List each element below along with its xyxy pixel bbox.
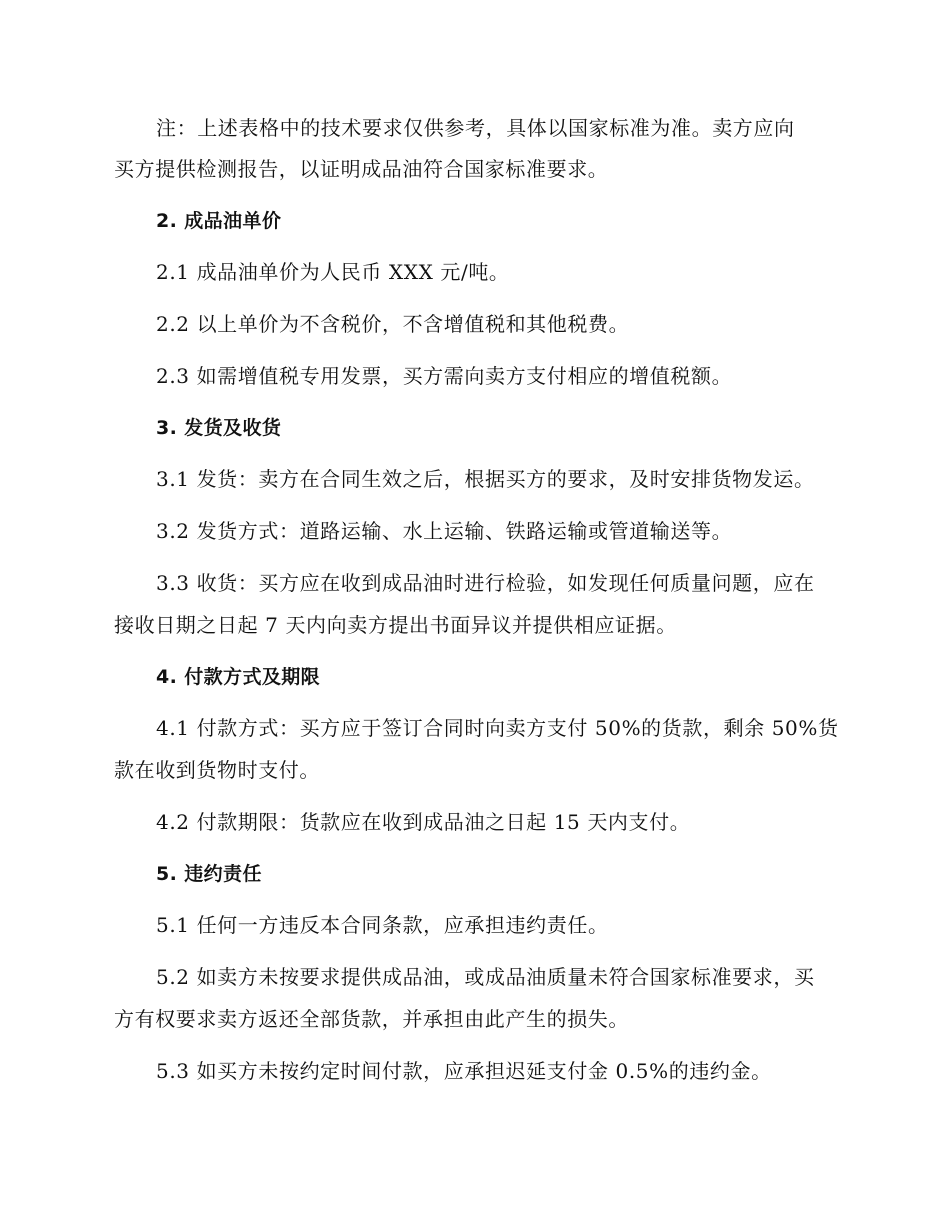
section-payment-heading: 4. 付款方式及期限 <box>156 666 321 688</box>
price-item-2: 2.2 以上单价为不含税价，不含增值税和其他税费。 <box>156 312 630 336</box>
delivery-item-3-line-2: 接收日期之日起 7 天内向卖方提出书面异议并提供相应证据。 <box>114 613 677 637</box>
note-line-1: 注：上述表格中的技术要求仅供参考，具体以国家标准为准。卖方应向 <box>156 116 795 140</box>
payment-item-2: 4.2 付款期限：货款应在收到成品油之日起 15 天内支付。 <box>156 810 691 834</box>
delivery-item-3-line-1: 3.3 收货：买方应在收到成品油时进行检验，如发现任何质量问题，应在 <box>156 571 815 595</box>
price-item-1: 2.1 成品油单价为人民币 XXX 元/吨。 <box>156 260 510 284</box>
price-item-3: 2.3 如需增值税专用发票，买方需向卖方支付相应的增值税额。 <box>156 364 733 388</box>
section-liability-heading: 5. 违约责任 <box>156 863 262 885</box>
payment-item-1-line-2: 款在收到货物时支付。 <box>114 758 320 782</box>
section-delivery-heading: 3. 发货及收货 <box>156 417 282 439</box>
liability-item-1: 5.1 任何一方违反本合同条款，应承担违约责任。 <box>156 913 609 937</box>
delivery-item-2: 3.2 发货方式：道路运输、水上运输、铁路运输或管道输送等。 <box>156 519 733 543</box>
section-price-heading: 2. 成品油单价 <box>156 210 282 232</box>
delivery-item-1: 3.1 发货：卖方在合同生效之后，根据买方的要求，及时安排货物发运。 <box>156 467 815 491</box>
payment-item-1-line-1: 4.1 付款方式：买方应于签订合同时向卖方支付 50%的货款，剩余 50%货 <box>156 716 839 740</box>
liability-item-3: 5.3 如买方未按约定时间付款，应承担迟延支付金 0.5%的违约金。 <box>156 1059 772 1083</box>
note-line-2: 买方提供检测报告，以证明成品油符合国家标准要求。 <box>114 157 609 181</box>
liability-item-2-line-1: 5.2 如卖方未按要求提供成品油，或成品油质量未符合国家标准要求，买 <box>156 965 815 989</box>
liability-item-2-line-2: 方有权要求卖方返还全部货款，并承担由此产生的损失。 <box>114 1007 629 1031</box>
